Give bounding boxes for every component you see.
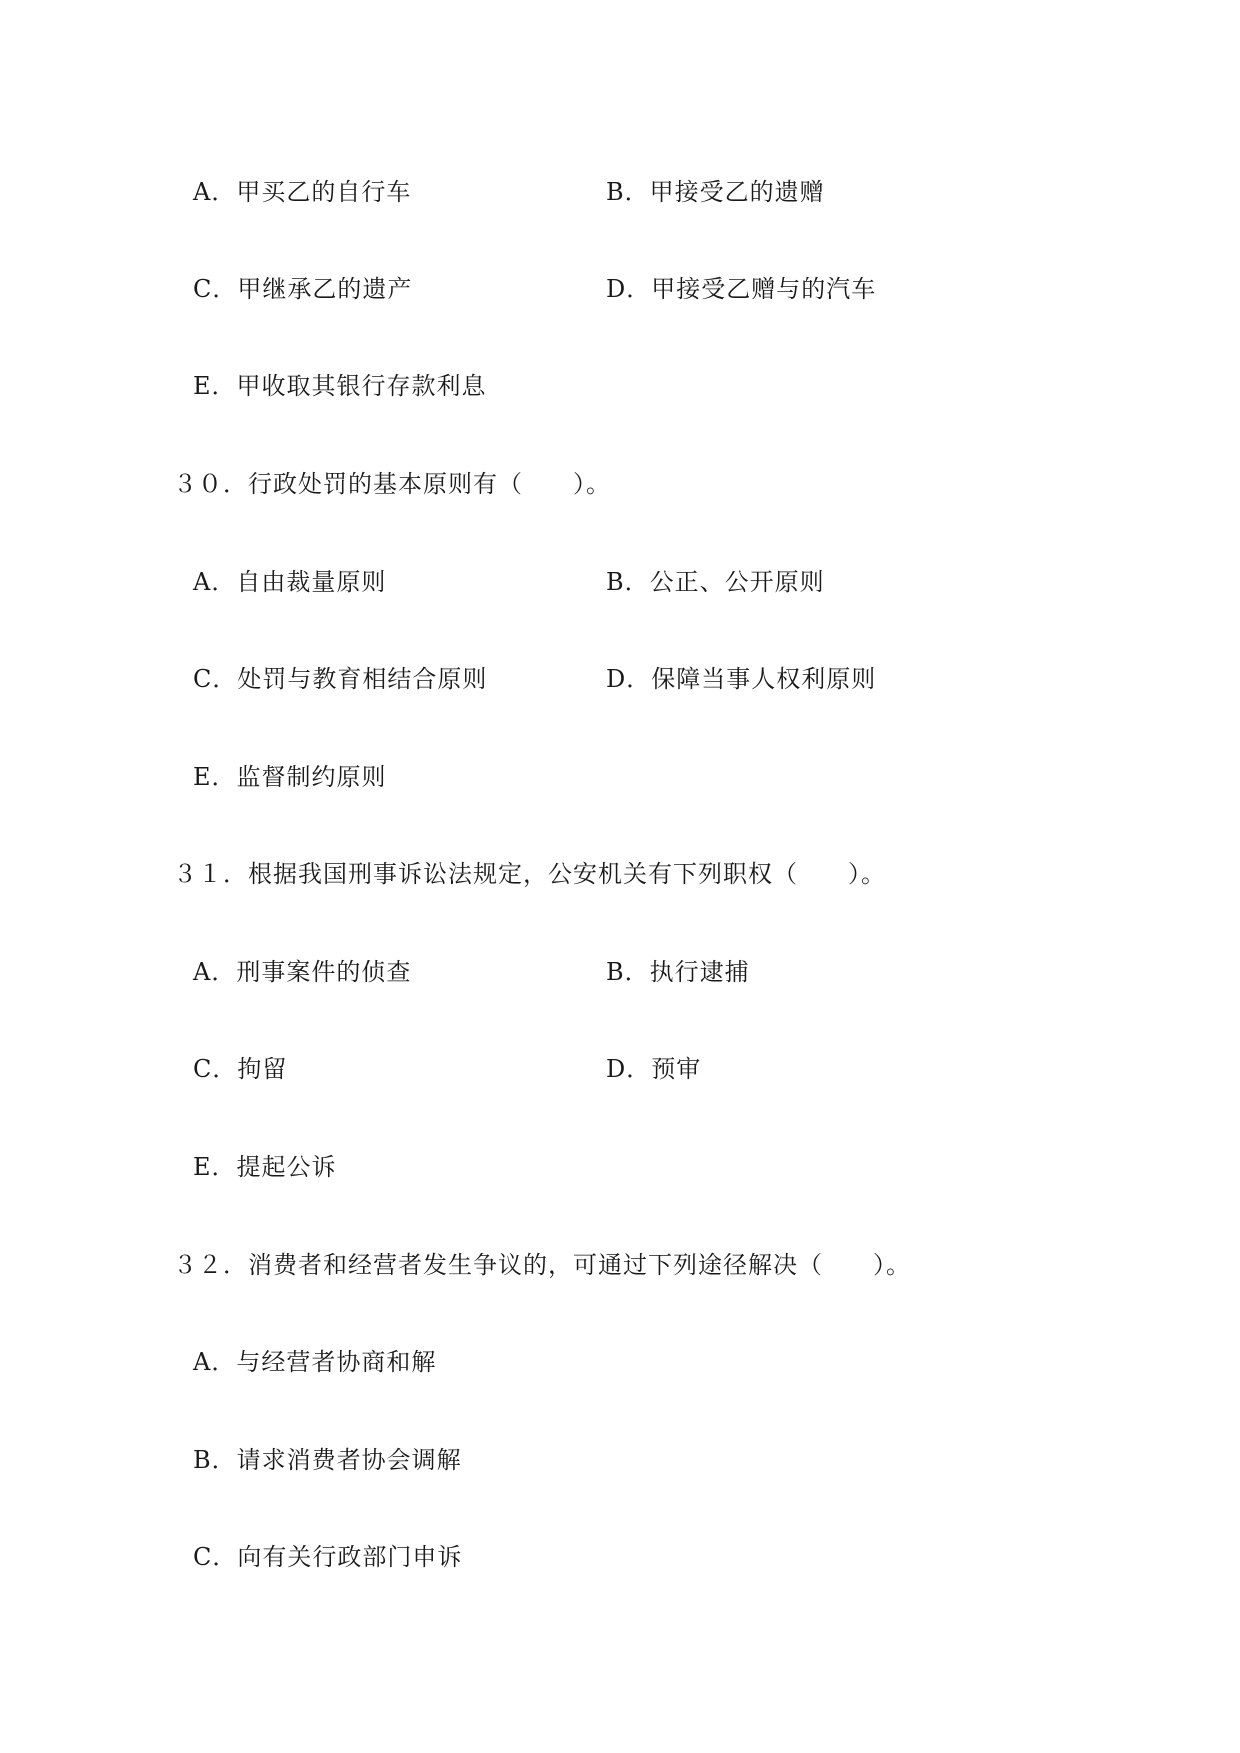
q30-option-a: A．自由裁量原则 <box>193 568 387 596</box>
q31-stem: ３１．根据我国刑事诉讼法规定，公安机关有下列职权（ ）。 <box>173 860 886 888</box>
q30-option-c: C．处罚与教育相结合原则 <box>193 665 488 693</box>
q30-option-b: B．公正、公开原则 <box>606 568 825 596</box>
q31-option-d: D．预审 <box>606 1055 702 1083</box>
q31-option-e: E．提起公诉 <box>193 1153 337 1181</box>
q32-stem: ３２．消费者和经营者发生争议的，可通过下列途径解决（ ）。 <box>173 1251 911 1279</box>
q30-option-d: D．保障当事人权利原则 <box>606 665 877 693</box>
q29-option-d: D．甲接受乙赠与的汽车 <box>606 275 877 303</box>
q32-option-c: C．向有关行政部门申诉 <box>193 1543 463 1571</box>
q31-option-a: A．刑事案件的侦查 <box>193 958 412 986</box>
q29-option-a: A．甲买乙的自行车 <box>193 178 412 206</box>
q30-option-e: E．监督制约原则 <box>193 763 387 791</box>
q29-option-e: E．甲收取其银行存款利息 <box>193 372 487 400</box>
q29-option-c: C．甲继承乙的遗产 <box>193 275 413 303</box>
q31-option-c: C．拘留 <box>193 1055 288 1083</box>
q30-stem: ３０．行政处罚的基本原则有（ ）。 <box>173 470 611 498</box>
q31-option-b: B．执行逮捕 <box>606 958 750 986</box>
q32-option-a: A．与经营者协商和解 <box>193 1348 437 1376</box>
q32-option-b: B．请求消费者协会调解 <box>193 1446 462 1474</box>
q29-option-b: B．甲接受乙的遗赠 <box>606 178 825 206</box>
